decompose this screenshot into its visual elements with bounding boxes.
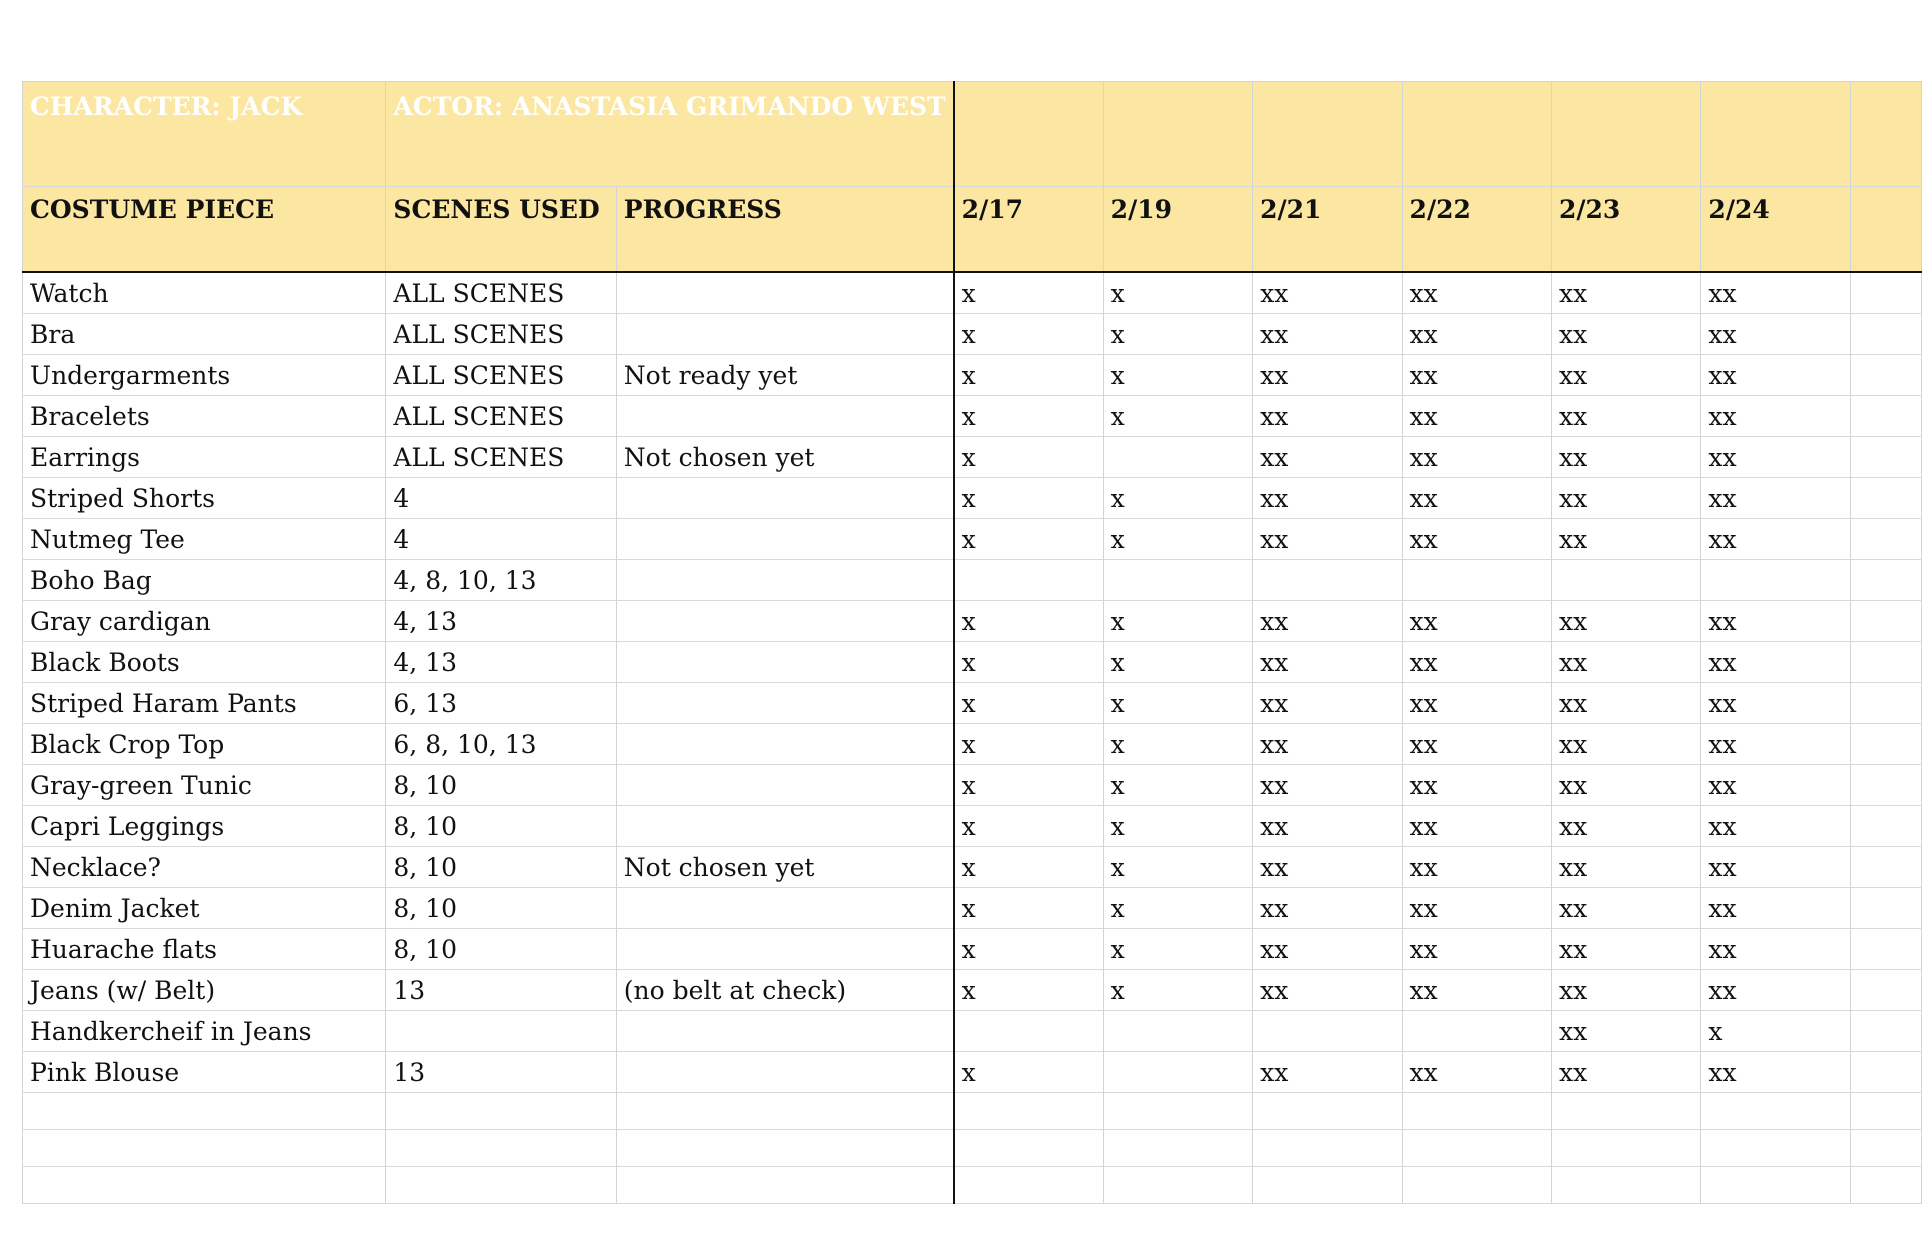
- blank-cell[interactable]: [1551, 1093, 1700, 1130]
- fitting-mark-cell[interactable]: xx: [1551, 519, 1700, 560]
- fitting-mark-cell[interactable]: xx: [1253, 314, 1402, 355]
- fitting-mark-cell[interactable]: x: [954, 929, 1104, 970]
- scenes-used-cell[interactable]: 4, 13: [386, 601, 616, 642]
- blank-cell[interactable]: [23, 1130, 386, 1167]
- blank-cell[interactable]: [616, 1093, 953, 1130]
- fitting-mark-cell[interactable]: xx: [1402, 970, 1551, 1011]
- blank-cell[interactable]: [1850, 970, 1921, 1011]
- fitting-mark-cell[interactable]: xx: [1402, 847, 1551, 888]
- fitting-mark-cell[interactable]: [1253, 1011, 1402, 1052]
- fitting-mark-cell[interactable]: xx: [1551, 601, 1700, 642]
- scenes-used-cell[interactable]: ALL SCENES: [386, 314, 616, 355]
- blank-cell[interactable]: [1850, 1130, 1921, 1167]
- fitting-mark-cell[interactable]: xx: [1253, 888, 1402, 929]
- fitting-mark-cell[interactable]: xx: [1701, 601, 1850, 642]
- table-row: [23, 970, 1922, 1011]
- table-row: [23, 396, 1922, 437]
- scenes-used-cell[interactable]: 13: [386, 1052, 616, 1093]
- fitting-mark-cell[interactable]: x: [1103, 396, 1252, 437]
- fitting-mark-cell[interactable]: xx: [1701, 437, 1850, 478]
- blank-cell[interactable]: [1551, 1167, 1700, 1204]
- fitting-mark-cell[interactable]: xx: [1253, 272, 1402, 314]
- progress-cell[interactable]: [616, 683, 953, 724]
- costume-tracking-sheet: [22, 81, 1922, 1204]
- column-header-progress[interactable]: PROGRESS: [616, 187, 953, 273]
- blank-cell[interactable]: [1103, 1093, 1252, 1130]
- scenes-used-cell[interactable]: 8, 10: [386, 806, 616, 847]
- blank-cell[interactable]: [1850, 642, 1921, 683]
- fitting-mark-cell[interactable]: xx: [1402, 437, 1551, 478]
- blank-cell[interactable]: [1850, 847, 1921, 888]
- fitting-mark-cell[interactable]: xx: [1701, 396, 1850, 437]
- column-header-date[interactable]: 2/24: [1701, 187, 1850, 273]
- blank-cell[interactable]: [954, 1167, 1104, 1204]
- fitting-mark-cell[interactable]: xx: [1253, 642, 1402, 683]
- table-row: [23, 519, 1922, 560]
- blank-cell[interactable]: [1850, 1011, 1921, 1052]
- table-row: [23, 355, 1922, 396]
- fitting-mark-cell[interactable]: xx: [1253, 355, 1402, 396]
- costume-piece-cell[interactable]: Black Boots: [23, 642, 386, 683]
- fitting-mark-cell[interactable]: [1103, 1052, 1252, 1093]
- fitting-mark-cell[interactable]: xx: [1551, 1052, 1700, 1093]
- blank-cell[interactable]: [23, 1093, 386, 1130]
- fitting-mark-cell[interactable]: [1402, 1011, 1551, 1052]
- fitting-mark-cell[interactable]: xx: [1551, 478, 1700, 519]
- header-blank-cell[interactable]: [954, 82, 1104, 187]
- blank-cell[interactable]: [954, 1130, 1104, 1167]
- fitting-mark-cell[interactable]: xx: [1551, 929, 1700, 970]
- fitting-mark-cell[interactable]: x: [1103, 519, 1252, 560]
- fitting-mark-cell[interactable]: xx: [1402, 888, 1551, 929]
- blank-cell[interactable]: [1850, 724, 1921, 765]
- scenes-used-cell[interactable]: ALL SCENES: [386, 396, 616, 437]
- blank-cell[interactable]: [1402, 1130, 1551, 1167]
- fitting-mark-cell[interactable]: [1253, 560, 1402, 601]
- blank-cell[interactable]: [954, 1093, 1104, 1130]
- fitting-mark-cell[interactable]: x: [1103, 272, 1252, 314]
- fitting-mark-cell[interactable]: [1103, 560, 1252, 601]
- fitting-mark-cell[interactable]: x: [954, 888, 1104, 929]
- fitting-mark-cell[interactable]: x: [1103, 847, 1252, 888]
- fitting-mark-cell[interactable]: x: [1103, 806, 1252, 847]
- column-header-date[interactable]: 2/23: [1551, 187, 1700, 273]
- progress-cell[interactable]: [616, 765, 953, 806]
- fitting-mark-cell[interactable]: xx: [1701, 519, 1850, 560]
- blank-cell[interactable]: [1551, 1130, 1700, 1167]
- fitting-mark-cell[interactable]: [1701, 560, 1850, 601]
- column-header-scenes-used[interactable]: SCENES USED: [386, 187, 616, 273]
- progress-cell[interactable]: Not chosen yet: [616, 847, 953, 888]
- fitting-mark-cell[interactable]: xx: [1253, 929, 1402, 970]
- blank-cell[interactable]: [1253, 1130, 1402, 1167]
- progress-cell[interactable]: [616, 519, 953, 560]
- costume-piece-cell[interactable]: Undergarments: [23, 355, 386, 396]
- scenes-used-cell[interactable]: ALL SCENES: [386, 272, 616, 314]
- table-row: [23, 806, 1922, 847]
- scenes-used-cell[interactable]: 4: [386, 478, 616, 519]
- fitting-mark-cell[interactable]: xx: [1701, 642, 1850, 683]
- fitting-mark-cell[interactable]: xx: [1253, 765, 1402, 806]
- fitting-mark-cell[interactable]: xx: [1402, 1052, 1551, 1093]
- table-row: [23, 437, 1922, 478]
- column-header-date[interactable]: 2/22: [1402, 187, 1551, 273]
- empty-row: [23, 1130, 1922, 1167]
- fitting-mark-cell[interactable]: xx: [1253, 396, 1402, 437]
- costume-piece-cell[interactable]: Bra: [23, 314, 386, 355]
- scenes-used-cell[interactable]: 8, 10: [386, 847, 616, 888]
- fitting-mark-cell[interactable]: xx: [1551, 437, 1700, 478]
- header-blank-cell[interactable]: [1850, 187, 1921, 273]
- progress-cell[interactable]: [616, 888, 953, 929]
- blank-cell[interactable]: [1103, 1167, 1252, 1204]
- actor-label[interactable]: ACTOR: ANASTASIA GRIMANDO WEST: [386, 82, 954, 187]
- fitting-mark-cell[interactable]: xx: [1402, 642, 1551, 683]
- progress-cell[interactable]: [616, 478, 953, 519]
- progress-cell[interactable]: [616, 560, 953, 601]
- header-blank-cell[interactable]: [1253, 82, 1402, 187]
- fitting-mark-cell[interactable]: [1551, 560, 1700, 601]
- fitting-mark-cell[interactable]: x: [954, 519, 1104, 560]
- costume-piece-cell[interactable]: Striped Haram Pants: [23, 683, 386, 724]
- blank-cell[interactable]: [1850, 929, 1921, 970]
- fitting-mark-cell[interactable]: xx: [1551, 724, 1700, 765]
- costume-piece-cell[interactable]: Jeans (w/ Belt): [23, 970, 386, 1011]
- fitting-mark-cell[interactable]: x: [1103, 478, 1252, 519]
- fitting-mark-cell[interactable]: x: [954, 478, 1104, 519]
- fitting-mark-cell[interactable]: xx: [1253, 478, 1402, 519]
- fitting-mark-cell[interactable]: x: [1103, 314, 1252, 355]
- fitting-mark-cell[interactable]: xx: [1551, 765, 1700, 806]
- fitting-mark-cell[interactable]: x: [954, 601, 1104, 642]
- fitting-mark-cell[interactable]: xx: [1551, 888, 1700, 929]
- costume-piece-cell[interactable]: Necklace?: [23, 847, 386, 888]
- blank-cell[interactable]: [1850, 1093, 1921, 1130]
- costume-piece-cell[interactable]: Striped Shorts: [23, 478, 386, 519]
- scenes-used-cell[interactable]: 6, 13: [386, 683, 616, 724]
- fitting-mark-cell[interactable]: xx: [1551, 272, 1700, 314]
- fitting-mark-cell[interactable]: xx: [1551, 396, 1700, 437]
- fitting-mark-cell[interactable]: xx: [1701, 929, 1850, 970]
- table-row: [23, 272, 1922, 314]
- fitting-mark-cell[interactable]: x: [954, 355, 1104, 396]
- blank-cell[interactable]: [1701, 1130, 1850, 1167]
- fitting-mark-cell[interactable]: x: [1103, 724, 1252, 765]
- header-blank-cell[interactable]: [1850, 82, 1921, 187]
- fitting-mark-cell[interactable]: x: [1103, 929, 1252, 970]
- blank-cell[interactable]: [1850, 519, 1921, 560]
- costume-piece-cell[interactable]: Watch: [23, 272, 386, 314]
- fitting-mark-cell[interactable]: xx: [1402, 601, 1551, 642]
- blank-cell[interactable]: [1850, 683, 1921, 724]
- table-row: [23, 929, 1922, 970]
- blank-cell[interactable]: [1850, 1167, 1921, 1204]
- progress-cell[interactable]: [616, 601, 953, 642]
- blank-cell[interactable]: [1850, 888, 1921, 929]
- progress-cell[interactable]: (no belt at check): [616, 970, 953, 1011]
- fitting-mark-cell[interactable]: [1103, 437, 1252, 478]
- progress-cell[interactable]: Not ready yet: [616, 355, 953, 396]
- fitting-mark-cell[interactable]: xx: [1402, 683, 1551, 724]
- fitting-mark-cell[interactable]: xx: [1402, 478, 1551, 519]
- progress-cell[interactable]: [616, 272, 953, 314]
- fitting-mark-cell[interactable]: x: [954, 970, 1104, 1011]
- blank-cell[interactable]: [1701, 1093, 1850, 1130]
- fitting-mark-cell[interactable]: xx: [1701, 314, 1850, 355]
- fitting-mark-cell[interactable]: x: [1103, 355, 1252, 396]
- fitting-mark-cell[interactable]: xx: [1253, 683, 1402, 724]
- progress-cell[interactable]: [616, 1011, 953, 1052]
- costume-piece-cell[interactable]: Nutmeg Tee: [23, 519, 386, 560]
- fitting-mark-cell[interactable]: xx: [1551, 355, 1700, 396]
- header-blank-cell[interactable]: [1701, 82, 1850, 187]
- scenes-used-cell[interactable]: 8, 10: [386, 765, 616, 806]
- fitting-mark-cell[interactable]: xx: [1402, 806, 1551, 847]
- fitting-mark-cell[interactable]: xx: [1253, 437, 1402, 478]
- fitting-mark-cell[interactable]: xx: [1551, 1011, 1700, 1052]
- blank-cell[interactable]: [1850, 355, 1921, 396]
- table-row: [23, 888, 1922, 929]
- blank-cell[interactable]: [1850, 601, 1921, 642]
- scenes-used-cell[interactable]: 8, 10: [386, 929, 616, 970]
- scenes-used-cell[interactable]: 4, 13: [386, 642, 616, 683]
- fitting-mark-cell[interactable]: x: [954, 683, 1104, 724]
- fitting-mark-cell[interactable]: xx: [1701, 272, 1850, 314]
- fitting-mark-cell[interactable]: xx: [1253, 601, 1402, 642]
- column-header-date[interactable]: 2/21: [1253, 187, 1402, 273]
- fitting-mark-cell[interactable]: x: [954, 396, 1104, 437]
- blank-cell[interactable]: [1850, 272, 1921, 314]
- table-row: [23, 478, 1922, 519]
- blank-cell[interactable]: [1850, 1052, 1921, 1093]
- blank-cell[interactable]: [1850, 396, 1921, 437]
- header-row-2: [23, 187, 1922, 273]
- scenes-used-cell[interactable]: 8, 10: [386, 888, 616, 929]
- fitting-mark-cell[interactable]: x: [954, 847, 1104, 888]
- fitting-mark-cell[interactable]: xx: [1551, 314, 1700, 355]
- fitting-mark-cell[interactable]: xx: [1701, 847, 1850, 888]
- scenes-used-cell[interactable]: 4, 8, 10, 13: [386, 560, 616, 601]
- column-header-date[interactable]: 2/17: [954, 187, 1104, 273]
- progress-cell[interactable]: Not chosen yet: [616, 437, 953, 478]
- table-row: [23, 765, 1922, 806]
- blank-cell[interactable]: [386, 1167, 616, 1204]
- header-blank-cell[interactable]: [1551, 82, 1700, 187]
- fitting-mark-cell[interactable]: xx: [1253, 724, 1402, 765]
- header-blank-cell[interactable]: [1103, 82, 1252, 187]
- blank-cell[interactable]: [1850, 806, 1921, 847]
- progress-cell[interactable]: [616, 929, 953, 970]
- fitting-mark-cell[interactable]: xx: [1253, 806, 1402, 847]
- costume-piece-cell[interactable]: Handkercheif in Jeans: [23, 1011, 386, 1052]
- blank-cell[interactable]: [1402, 1167, 1551, 1204]
- fitting-mark-cell[interactable]: [954, 560, 1104, 601]
- fitting-mark-cell[interactable]: x: [954, 806, 1104, 847]
- fitting-mark-cell[interactable]: x: [1103, 888, 1252, 929]
- fitting-mark-cell[interactable]: x: [1103, 601, 1252, 642]
- blank-cell[interactable]: [1253, 1167, 1402, 1204]
- progress-cell[interactable]: [616, 806, 953, 847]
- fitting-mark-cell[interactable]: xx: [1402, 272, 1551, 314]
- fitting-mark-cell[interactable]: xx: [1402, 765, 1551, 806]
- blank-cell[interactable]: [1253, 1093, 1402, 1130]
- blank-cell[interactable]: [1850, 437, 1921, 478]
- blank-cell[interactable]: [1701, 1167, 1850, 1204]
- empty-row: [23, 1167, 1922, 1204]
- costume-piece-cell[interactable]: Capri Leggings: [23, 806, 386, 847]
- fitting-mark-cell[interactable]: x: [1103, 642, 1252, 683]
- costume-piece-cell[interactable]: Gray-green Tunic: [23, 765, 386, 806]
- fitting-mark-cell[interactable]: x: [1103, 970, 1252, 1011]
- blank-cell[interactable]: [23, 1167, 386, 1204]
- fitting-mark-cell[interactable]: x: [1701, 1011, 1850, 1052]
- fitting-mark-cell[interactable]: xx: [1551, 683, 1700, 724]
- costume-piece-cell[interactable]: Pink Blouse: [23, 1052, 386, 1093]
- table-row: [23, 683, 1922, 724]
- costume-piece-cell[interactable]: Black Crop Top: [23, 724, 386, 765]
- costume-piece-cell[interactable]: Bracelets: [23, 396, 386, 437]
- fitting-mark-cell[interactable]: xx: [1551, 970, 1700, 1011]
- progress-cell[interactable]: [616, 1052, 953, 1093]
- fitting-mark-cell[interactable]: x: [1103, 765, 1252, 806]
- table-row: [23, 560, 1922, 601]
- fitting-mark-cell[interactable]: xx: [1701, 806, 1850, 847]
- fitting-mark-cell[interactable]: [1103, 1011, 1252, 1052]
- blank-cell[interactable]: [386, 1130, 616, 1167]
- fitting-mark-cell[interactable]: xx: [1402, 355, 1551, 396]
- fitting-mark-cell[interactable]: x: [954, 642, 1104, 683]
- progress-cell[interactable]: [616, 642, 953, 683]
- fitting-mark-cell[interactable]: x: [954, 437, 1104, 478]
- progress-cell[interactable]: [616, 724, 953, 765]
- fitting-mark-cell[interactable]: xx: [1402, 724, 1551, 765]
- fitting-mark-cell[interactable]: x: [954, 724, 1104, 765]
- fitting-mark-cell[interactable]: x: [954, 1052, 1104, 1093]
- fitting-mark-cell[interactable]: xx: [1701, 765, 1850, 806]
- fitting-mark-cell[interactable]: xx: [1402, 929, 1551, 970]
- fitting-mark-cell[interactable]: xx: [1253, 847, 1402, 888]
- fitting-mark-cell[interactable]: x: [954, 314, 1104, 355]
- fitting-mark-cell[interactable]: xx: [1253, 970, 1402, 1011]
- blank-cell[interactable]: [1850, 765, 1921, 806]
- table-row: [23, 601, 1922, 642]
- scenes-used-cell[interactable]: ALL SCENES: [386, 437, 616, 478]
- blank-cell[interactable]: [1402, 1093, 1551, 1130]
- table-row: [23, 314, 1922, 355]
- fitting-mark-cell[interactable]: xx: [1701, 888, 1850, 929]
- fitting-mark-cell[interactable]: xx: [1402, 396, 1551, 437]
- costume-piece-cell[interactable]: Denim Jacket: [23, 888, 386, 929]
- scenes-used-cell[interactable]: 4: [386, 519, 616, 560]
- blank-cell[interactable]: [1850, 560, 1921, 601]
- empty-row: [23, 1093, 1922, 1130]
- fitting-mark-cell[interactable]: x: [954, 272, 1104, 314]
- scenes-used-cell[interactable]: [386, 1011, 616, 1052]
- blank-cell[interactable]: [386, 1093, 616, 1130]
- progress-cell[interactable]: [616, 314, 953, 355]
- progress-cell[interactable]: [616, 396, 953, 437]
- fitting-mark-cell[interactable]: x: [1103, 683, 1252, 724]
- header-row-1: [23, 82, 1922, 187]
- fitting-mark-cell[interactable]: xx: [1551, 847, 1700, 888]
- table-row: [23, 847, 1922, 888]
- fitting-mark-cell[interactable]: xx: [1701, 724, 1850, 765]
- fitting-mark-cell[interactable]: xx: [1402, 314, 1551, 355]
- blank-cell[interactable]: [616, 1167, 953, 1204]
- fitting-mark-cell[interactable]: x: [954, 765, 1104, 806]
- table-row: [23, 1052, 1922, 1093]
- fitting-mark-cell[interactable]: xx: [1551, 642, 1700, 683]
- blank-cell[interactable]: [616, 1130, 953, 1167]
- column-header-date[interactable]: 2/19: [1103, 187, 1252, 273]
- blank-cell[interactable]: [1850, 314, 1921, 355]
- scenes-used-cell[interactable]: 6, 8, 10, 13: [386, 724, 616, 765]
- fitting-mark-cell[interactable]: xx: [1551, 806, 1700, 847]
- table-row: [23, 642, 1922, 683]
- scenes-used-cell[interactable]: ALL SCENES: [386, 355, 616, 396]
- fitting-mark-cell[interactable]: xx: [1701, 355, 1850, 396]
- fitting-mark-cell[interactable]: xx: [1253, 1052, 1402, 1093]
- table-row: [23, 724, 1922, 765]
- fitting-mark-cell[interactable]: xx: [1701, 683, 1850, 724]
- costume-piece-cell[interactable]: Gray cardigan: [23, 601, 386, 642]
- scenes-used-cell[interactable]: 13: [386, 970, 616, 1011]
- fitting-mark-cell[interactable]: xx: [1253, 519, 1402, 560]
- costume-piece-cell[interactable]: Boho Bag: [23, 560, 386, 601]
- fitting-mark-cell[interactable]: xx: [1402, 519, 1551, 560]
- column-header-costume-piece[interactable]: COSTUME PIECE: [23, 187, 386, 273]
- header-blank-cell[interactable]: [1402, 82, 1551, 187]
- fitting-mark-cell[interactable]: [1402, 560, 1551, 601]
- fitting-mark-cell[interactable]: [954, 1011, 1104, 1052]
- fitting-mark-cell[interactable]: xx: [1701, 970, 1850, 1011]
- blank-cell[interactable]: [1850, 478, 1921, 519]
- character-label[interactable]: CHARACTER: JACK: [23, 82, 386, 187]
- fitting-mark-cell[interactable]: xx: [1701, 1052, 1850, 1093]
- costume-piece-cell[interactable]: Huarache flats: [23, 929, 386, 970]
- blank-cell[interactable]: [1103, 1130, 1252, 1167]
- fitting-mark-cell[interactable]: xx: [1701, 478, 1850, 519]
- costume-piece-cell[interactable]: Earrings: [23, 437, 386, 478]
- table-row: [23, 1011, 1922, 1052]
